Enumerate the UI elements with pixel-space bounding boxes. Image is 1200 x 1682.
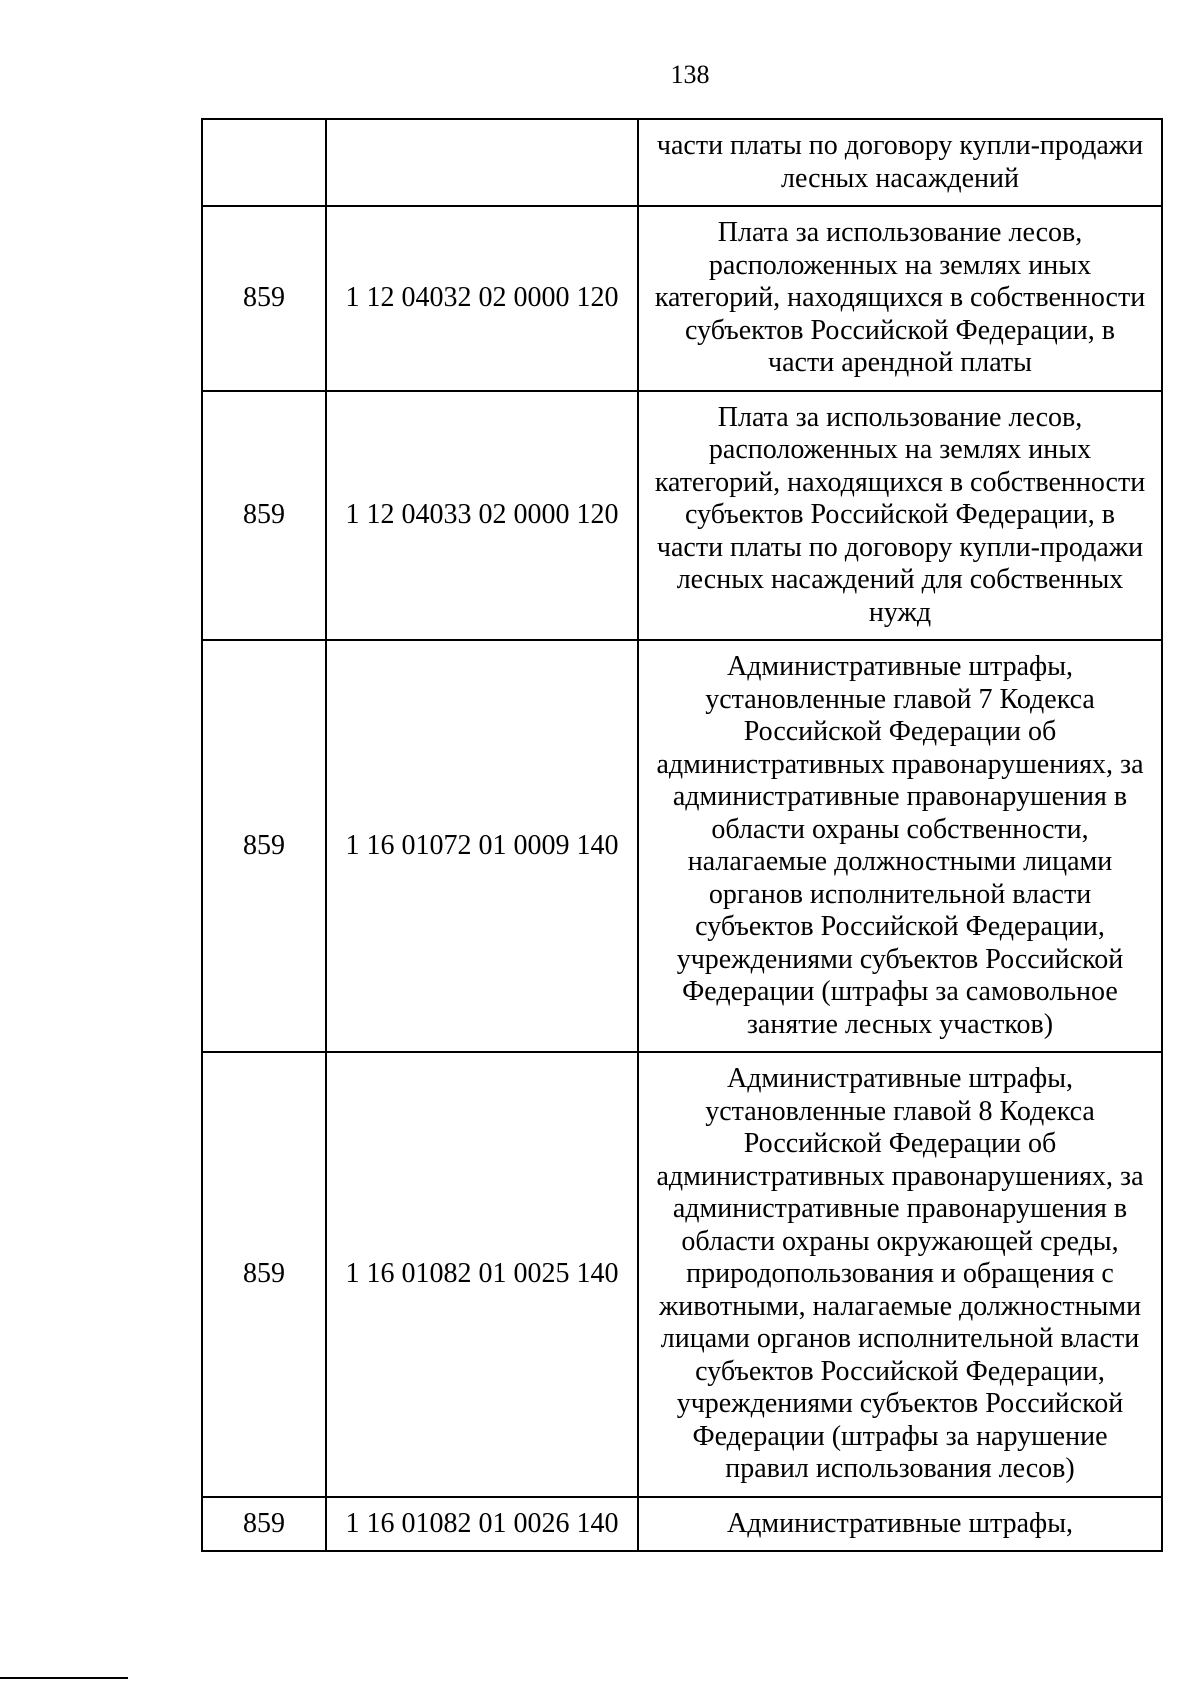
revenue-name-line: природопользования и обращения с [686, 1258, 1114, 1289]
budget-code-cell: 1 16 01072 01 0009 140 [326, 640, 638, 1052]
revenue-name-line: животными, налагаемые должностными [658, 1290, 1142, 1322]
revenue-name-line: субъектов Российской Федерации, в [685, 314, 1115, 346]
table-row [202, 640, 1162, 1052]
table-body [202, 119, 1162, 1551]
budget-code-cell [326, 119, 638, 206]
admin-code-cell: 859 [202, 391, 326, 641]
revenue-name-cell [638, 640, 1162, 1052]
revenue-name-line: нужд [868, 596, 932, 628]
revenue-name-cell [638, 119, 1162, 206]
revenue-name-line: налагаемые должностными лицами [687, 846, 1113, 877]
revenue-name-line: субъектов Российской Федерации, [695, 911, 1105, 942]
revenue-name-line: Плата за использование лесов, [717, 401, 1083, 433]
revenue-name-line: административные правонарушения в [672, 781, 1128, 812]
table-row [202, 1497, 1162, 1552]
admin-code-cell [202, 119, 326, 206]
revenue-name-line: административных правонарушениях, за [656, 748, 1144, 780]
table-row [202, 1052, 1162, 1497]
budget-code-cell: 1 16 01082 01 0026 140 [326, 1497, 638, 1552]
revenue-name-line: Российской Федерации об [743, 716, 1057, 747]
budget-code-cell: 1 12 04033 02 0000 120 [326, 391, 638, 641]
revenue-name-line: категорий, находящихся в собственности [654, 282, 1146, 313]
revenue-name-line: лесных насаждений [781, 162, 1019, 194]
revenue-name-line: категорий, находящихся в собственности [654, 466, 1146, 498]
table-row [202, 119, 1162, 206]
revenue-name-line: административные правонарушения в [672, 1193, 1128, 1224]
admin-code-cell: 859 [202, 1497, 326, 1552]
revenue-name-line: части платы по договору купли-продажи [656, 130, 1144, 161]
revenue-name-line: административных правонарушениях, за [656, 1160, 1144, 1192]
revenue-name-line: установленные главой 8 Кодекса [705, 1095, 1095, 1127]
revenue-codes-table [201, 118, 1163, 1552]
revenue-name-line: занятие лесных участков) [746, 1008, 1054, 1040]
revenue-name-line: Плата за использование лесов, [717, 217, 1083, 248]
revenue-name-line: части платы по договору купли-продажи [656, 531, 1144, 563]
table-row [202, 391, 1162, 641]
revenue-name-line: лесных насаждений для собственных [676, 564, 1124, 595]
revenue-name-line: органов исполнительной власти [708, 878, 1092, 910]
admin-code-cell: 859 [202, 640, 326, 1052]
revenue-name-line: Административные штрафы, [726, 1063, 1074, 1094]
revenue-name-cell [638, 1052, 1162, 1497]
page-edge-mark [0, 1677, 128, 1679]
revenue-name-line: части арендной платы [768, 347, 1032, 378]
revenue-name-cell [638, 1497, 1162, 1552]
revenue-name-line: Административные штрафы, [726, 651, 1074, 682]
revenue-name-line: области охраны собственности, [711, 813, 1089, 845]
revenue-name-line: Административные штрафы, [726, 1507, 1074, 1539]
revenue-name-line: учреждениями субъектов Российской [676, 943, 1124, 975]
budget-code-cell: 1 12 04032 02 0000 120 [326, 206, 638, 391]
revenue-name-cell [638, 206, 1162, 391]
table-row [202, 206, 1162, 391]
revenue-name-line: расположенных на землях иных [708, 434, 1092, 465]
admin-code-cell: 859 [202, 206, 326, 391]
page-number: 138 [670, 60, 710, 89]
admin-code-cell: 859 [202, 1052, 326, 1497]
revenue-name-line: установленные главой 7 Кодекса [705, 683, 1095, 715]
revenue-name-line: Федерации (штрафы за самовольное [682, 976, 1118, 1007]
revenue-name-line: области охраны окружающей среды, [681, 1225, 1119, 1257]
revenue-name-line: субъектов Российской Федерации, в [685, 499, 1115, 530]
revenue-name-cell [638, 391, 1162, 641]
revenue-name-line: правил использования лесов) [725, 1453, 1075, 1484]
revenue-name-line: расположенных на землях иных [708, 249, 1092, 281]
revenue-name-line: Федерации (штрафы за нарушение [692, 1420, 1108, 1452]
budget-code-cell: 1 16 01082 01 0025 140 [326, 1052, 638, 1497]
revenue-name-line: лицами органов исполнительной власти [660, 1323, 1140, 1354]
revenue-name-line: субъектов Российской Федерации, [695, 1355, 1105, 1387]
revenue-name-line: Российской Федерации об [743, 1128, 1057, 1159]
revenue-name-line: учреждениями субъектов Российской [676, 1388, 1124, 1419]
